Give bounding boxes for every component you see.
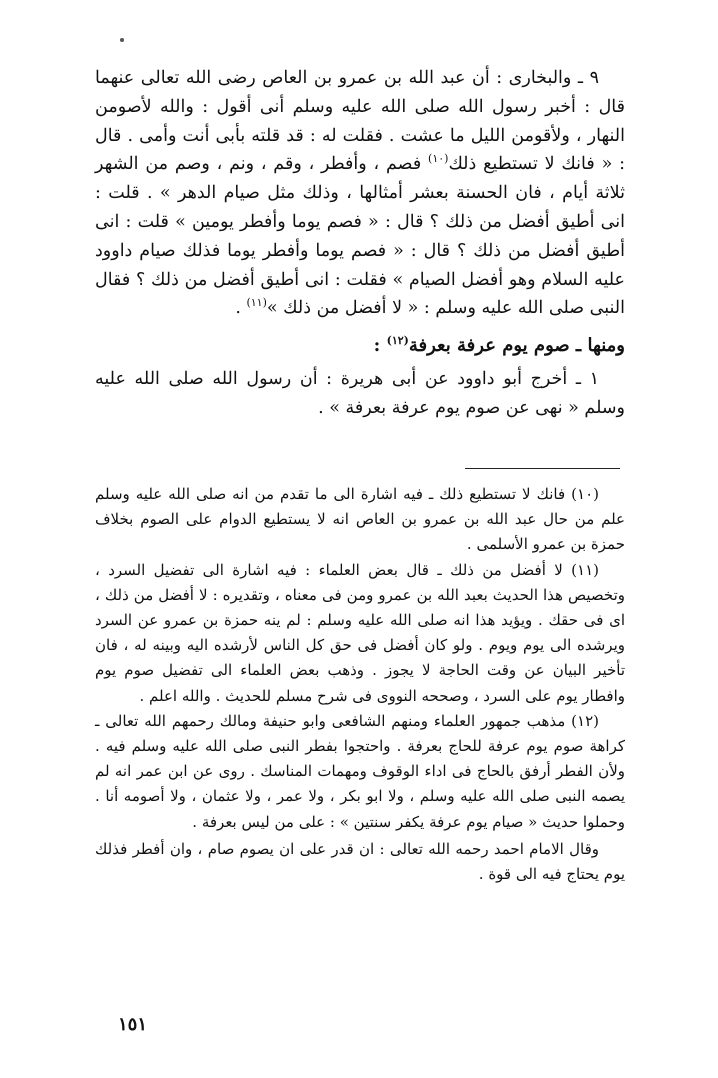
footnote-11: (١١) لا أفضل من ذلك ـ قال بعض العلماء : فيه اشارة الى تفضيل السرد ، وتخصيص هذا الحديث بعبد الله بن عمرو ومن فى معناه ، وتقديره : لا أفضل من ذلك ، اى فى حقك . ويؤيد هذا انه صلى الله عليه وسلم : لم ينه حمزة بن عمرو عن السرد ويرشده الى يوم ويوم . ولو كان أفضل فى حق كل الناس لأرشده اليه وبينه له ، فان تأخير البيان عن وقت الحاجة لا يجوز . وذهب بعض العلماء الى تفضيل صوم يوم وافطار يوم على السرد ، وصححه النووى فى شرح مسلم للحديث . والله اعلم .	[95, 560, 625, 705]
main-body	[95, 64, 625, 423]
footnote-divider	[465, 468, 620, 469]
section-heading: ومنها ـ صوم يوم عرفة بعرفة$^{(١٢)}$ :	[373, 334, 625, 357]
footnote-12: (١٢) مذهب جمهور العلماء ومنهم الشافعى وابو حنيفة ومالك رحمهم الله تعالى ـ كراهة صوم يوم عرفة للحاج بعرفة . واحتجوا بفطر النبى صلى الله عليه وسلم فيه . ولأن الفطر أرفق بالحاج فى اداء الوقوف ومهمات المناسك . روى عن ابن عمر انه لم يصمه النبى صلى الله عليه وسلم ، ولا ابو بكر ، ولا عمر ، ولا عثمان ، ولا أصومه أنا . وحملوا حديث « صيام يوم عرفة يكفر سنتين » : على من ليس بعرفة .	[95, 711, 625, 831]
hadith-paragraph-1: ١ ـ أخرج أبو داوود عن أبى هريرة : أن رسول الله صلى الله عليه وسلم « نهى عن صوم يوم عرفة بعرفة » .	[95, 369, 625, 418]
footnote-ref-10: (١٠)	[428, 152, 449, 166]
page-number: ١٥١	[118, 1014, 148, 1035]
footnote-ref-11: (١١)	[246, 296, 267, 310]
ink-dot	[120, 38, 124, 42]
footnotes-section	[95, 482, 625, 887]
footnote-12-ahmad: وقال الامام احمد رحمه الله تعالى : ان قدر على ان يصوم صام ، وان أفطر فذلك يوم يحتاج فيه الى قوة .	[95, 839, 625, 884]
footnote-ref-12: (١٢)	[386, 334, 409, 348]
hadith-paragraph-9: ٩ ـ والبخارى : أن عبد الله بن عمرو بن العاص رضى الله تعالى عنهما قال : أخبر رسول الله صلى الله عليه وسلم أنى أقول : والله لأصومن النهار ، ولأقومن الليل ما عشت . فقلت له : قد قلته بأبى أنت وأمى . قال : « فانك لا تستطيع ذلك$^{(١٠)}$ فصم ، وأفطر ، وقم ، ونم ، وصم من الشهر ثلاثة أيام ، فان الحسنة بعشر أمثالها ، وذلك مثل صيام الدهر » . قلت : انى أطيق أفضل من ذلك ؟ قال : « فصم يوما وأفطر يومين » قلت : انى أطيق أفضل من ذلك ؟ قال : « فصم يوما وأفطر يوما فذلك صيام داوود عليه السلام وهو أفضل الصيام » فقلت : انى أطيق أفضل من ذلك ؟ فقال النبى صلى الله عليه وسلم : « لا أفضل من ذلك »$^{(١١)}$ .	[95, 68, 625, 319]
footnote-10: (١٠) فانك لا تستطيع ذلك ـ فيه اشارة الى ما تقدم من انه صلى الله عليه وسلم علم من حال عبد الله بن عمرو بن العاص انه لا يستطيع الدوام على الصوم بخلاف حمزة بن عمرو الأسلمى .	[95, 485, 625, 554]
